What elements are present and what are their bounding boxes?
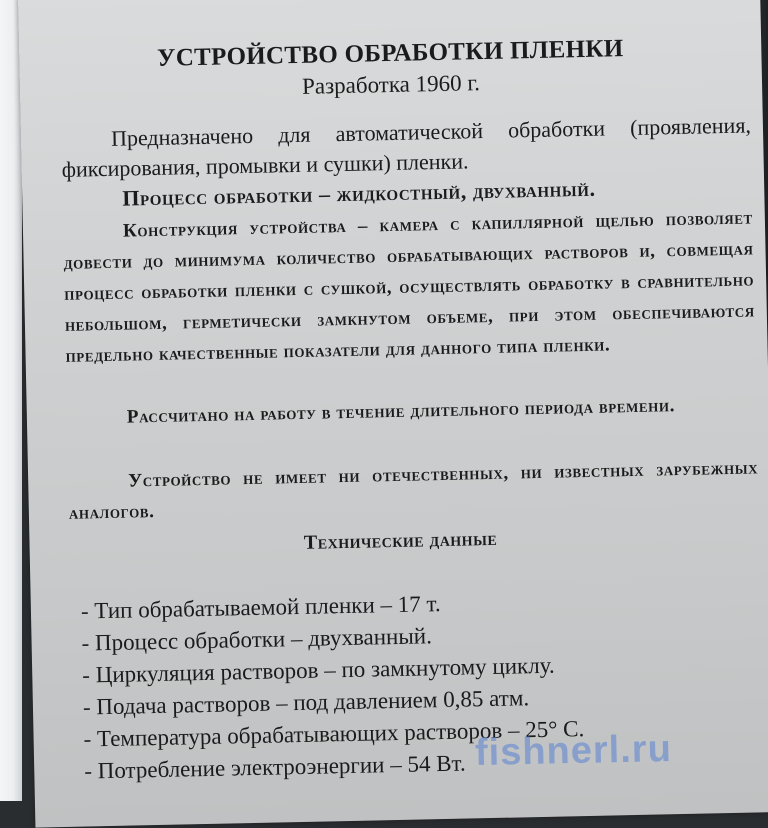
paragraph-duration: Рассчитано на работу в течение длительного периода времени. — [126, 395, 676, 428]
spec-item: - Процесс обработки – двухванный. — [81, 623, 433, 656]
paragraph-construction: Конструкция устройства – камера с капиллярной щелью позволяет довести до минимума количество обрабатывающих растворов и, совмещая процесс обработки пленки с сушкой, осуществлять обработку в сравнительно небольшом, герметически замкнутом объеме, при этом обеспечиваются предельно качественные показатели для данного типа пленки. — [63, 207, 756, 367]
paper-sheet — [18, 0, 768, 828]
spec-item: - Циркуляция растворов – по замкнутому циклу. — [82, 652, 555, 688]
specs-heading: Технические данные — [303, 527, 498, 554]
watermark: fishnerl.ru — [474, 727, 673, 775]
document-subtitle: Разработка 1960 г. — [301, 70, 481, 99]
paragraph-process: Процесс обработки – жидкостный, двухванный. — [122, 175, 596, 211]
paragraph-purpose: Предназначено для автоматической обработки (проявления, фиксирования, промывки и сушки) пленки. — [61, 112, 752, 182]
spec-item: - Потребление электроэнергии – 54 Вт. — [84, 750, 466, 784]
document-body — [18, 0, 768, 828]
spec-item: - Подача растворов – под давлением 0,85 атм. — [82, 685, 530, 720]
background-left — [0, 0, 22, 801]
spec-item: - Тип обрабатываемой пленки – 17 т. — [80, 591, 441, 624]
paragraph-analogs: Устройство не имеет ни отечественных, ни известных зарубежных аналогов. — [68, 457, 759, 524]
document-title: УСТРОЙСТВО ОБРАБОТКИ ПЛЕНКИ — [156, 35, 624, 72]
spec-item: - Температура обрабатывающих растворов – 25° С. — [83, 716, 585, 752]
